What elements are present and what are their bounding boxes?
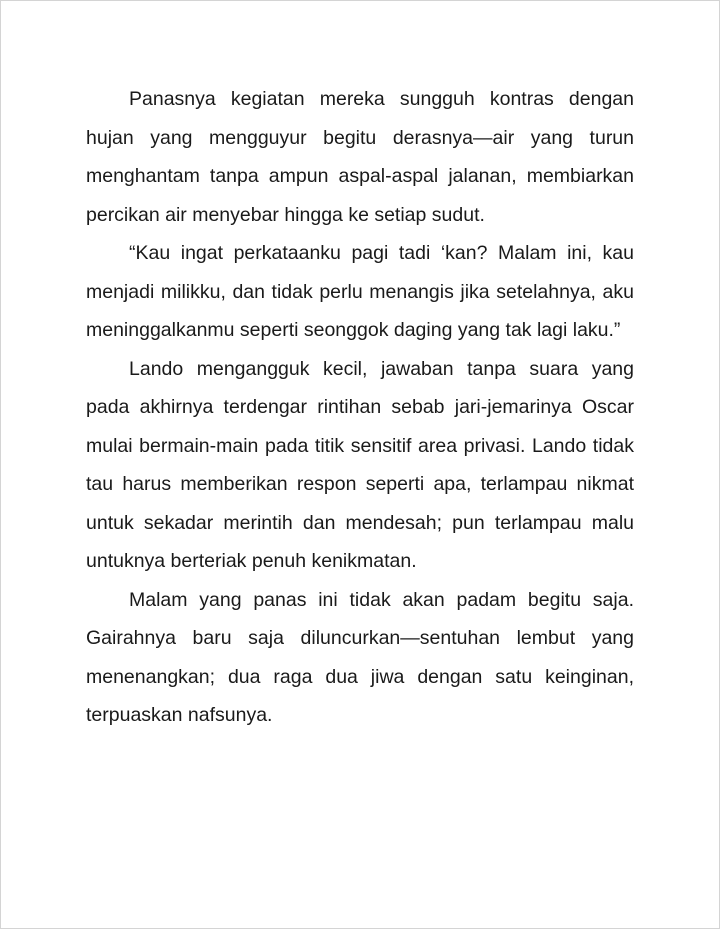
paragraph-2: “Kau ingat perkataanku pagi tadi ‘kan? Malam ini, kau menjadi milikku, dan tidak perlu menangis jika setelahnya, aku meninggalkanmu seperti seonggok daging yang tak lagi laku.”	[86, 242, 634, 341]
paragraph-4: Malam yang panas ini tidak akan padam begitu saja. Gairahnya baru saja diluncurkan—sentuhan lembut yang menenangkan; dua raga dua jiwa dengan satu keinginan, terpuaskan nafsunya.	[86, 588, 634, 726]
paragraph-1: Panasnya kegiatan mereka sungguh kontras dengan hujan yang mengguyur begitu derasnya—air yang turun menghantam tanpa ampun aspal-aspal jalanan, membiarkan percikan air menyebar hingga ke setiap sudut.	[86, 88, 634, 226]
paragraph-3: Lando mengangguk kecil, jawaban tanpa suara yang pada akhirnya terdengar rintihan sebab jari-jemarinya Oscar mulai bermain-main pada titik sensitif area privasi. Lando tidak tau harus memberikan respon seperti apa, terlampau nikmat untuk sekadar merintih dan mendesah; pun terlampau malu untuknya berteriak penuh kenikmatan.	[86, 357, 634, 572]
document-body	[86, 80, 634, 735]
